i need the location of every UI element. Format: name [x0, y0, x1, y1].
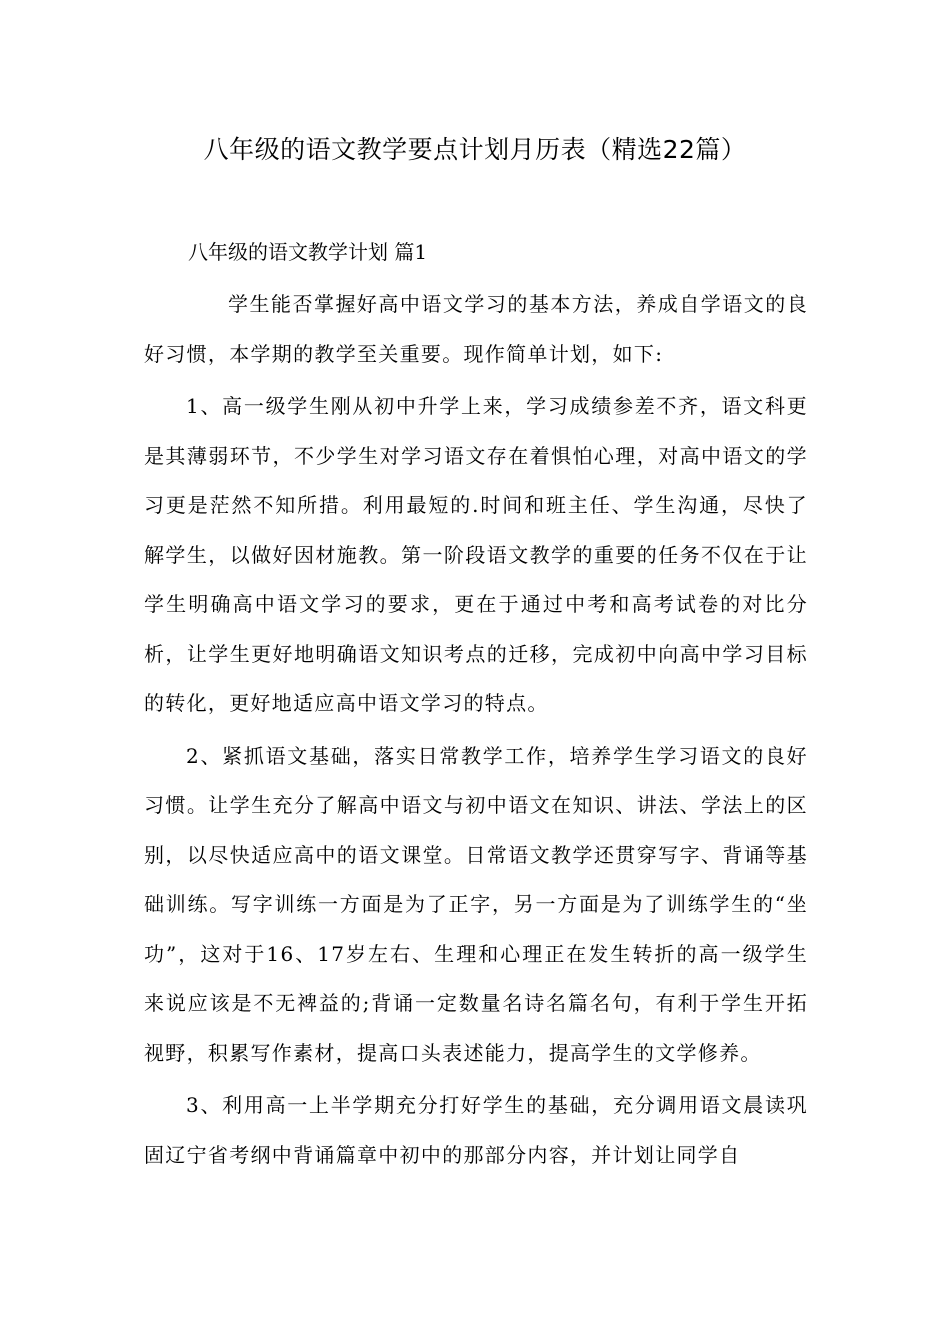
document-body [144, 280, 808, 1183]
paragraph-item-3: 3、利用高一上半学期充分打好学生的基础，充分调用语文晨读巩固辽宁省考纲中背诵篇章中初中的那部分内容，并计划让同学自 [144, 1093, 808, 1167]
section-heading: 八年级的语文教学计划 篇1 [188, 240, 428, 264]
document-title: 八年级的语文教学要点计划月历表（精选22篇） [203, 135, 747, 164]
paragraph-item-2: 2、紧抓语文基础，落实日常教学工作，培养学生学习语文的良好习惯。让学生充分了解高中语文与初中语文在知识、讲法、学法上的区别，以尽快适应高中的语文课堂。日常语文教学还贯穿写字、背诵等基础训练。写字训练一方面是为了正字，另一方面是为了训练学生的“坐功”，这对于16、17岁左右、生理和心理正在发生转折的高一级学生来说应该是不无裨益的;背诵一定数量名诗名篇名句，有利于学生开拓视野，积累写作素材，提高口头表述能力，提高学生的文学修养。 [144, 743, 808, 1065]
paragraph-intro: 学生能否掌握好高中语文学习的基本方法，养成自学语文的良好习惯，本学期的教学至关重要。现作简单计划，如下: [144, 292, 808, 366]
paragraph-item-1: 1、高一级学生刚从初中升学上来，学习成绩参差不齐，语文科更是其薄弱环节，不少学生对学习语文存在着惧怕心理，对高中语文的学习更是茫然不知所措。利用最短的.时间和班主任、学生沟通，尽快了解学生，以做好因材施教。第一阶段语文教学的重要的任务不仅在于让学生明确高中语文学习的要求，更在于通过中考和高考试卷的对比分析，让学生更好地明确语文知识考点的迁移，完成初中向高中学习目标的转化，更好地适应高中语文学习的特点。 [144, 394, 808, 715]
